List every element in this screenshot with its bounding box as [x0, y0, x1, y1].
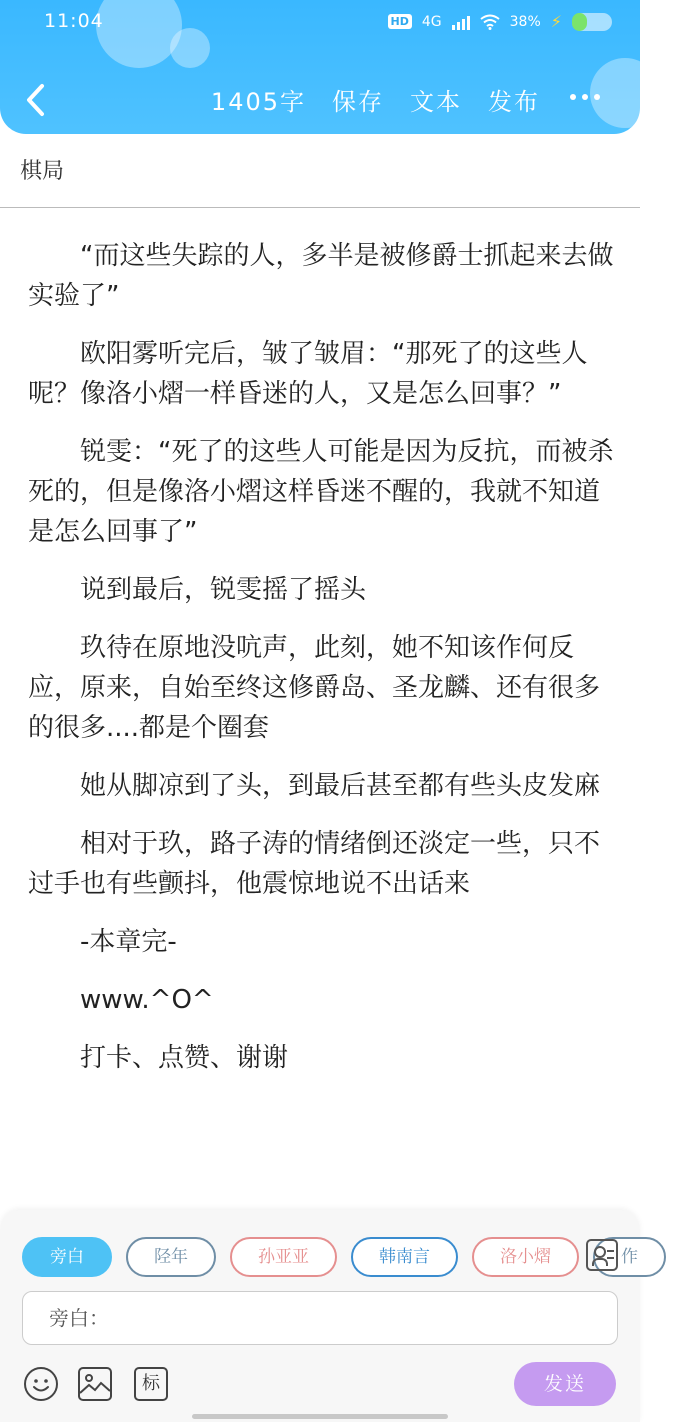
story-paragraph: “而这些失踪的人，多半是被修爵士抓起来去做实验了” — [28, 241, 614, 311]
text-button[interactable]: 文本 — [410, 88, 462, 116]
more-dots-icon — [570, 94, 576, 100]
story-paragraph: 打卡、点赞、谢谢 — [80, 1043, 289, 1073]
role-chip[interactable]: 韩南言 — [351, 1237, 458, 1277]
battery-level — [572, 13, 587, 31]
wifi-icon — [480, 14, 500, 30]
home-indicator[interactable] — [192, 1414, 448, 1419]
image-icon — [80, 1369, 110, 1399]
story-paragraph: 说到最后，锐雯摇了摇头 — [80, 575, 367, 605]
tag-button[interactable] — [134, 1367, 168, 1401]
back-arrow-icon — [20, 80, 56, 120]
role-list-icon-line — [607, 1250, 614, 1252]
charging-bolt-icon: ⚡ — [550, 12, 562, 31]
image-button[interactable] — [78, 1367, 112, 1401]
emoji-button[interactable] — [24, 1367, 58, 1401]
app-header — [0, 0, 640, 134]
send-button[interactable]: 发送 — [514, 1362, 616, 1406]
role-chip[interactable]: 作 — [593, 1237, 666, 1277]
more-button[interactable] — [570, 94, 600, 100]
save-button[interactable]: 保存 — [332, 88, 384, 116]
toolbar-actions — [211, 82, 540, 117]
more-dot — [582, 94, 588, 100]
status-time: 11:04 — [44, 10, 104, 32]
story-paragraph: www.^O^ — [80, 985, 214, 1015]
composer-panel — [0, 1210, 640, 1422]
network-type: 4G — [421, 13, 442, 30]
message-input-box[interactable] — [22, 1291, 618, 1345]
chapter-title: 棋局 — [20, 159, 65, 184]
message-input[interactable] — [23, 1292, 617, 1344]
publish-button[interactable]: 发布 — [488, 88, 540, 116]
role-chip[interactable]: 洛小熠 — [472, 1237, 579, 1277]
story-paragraph: 她从脚凉到了头，到最后甚至都有些头皮发麻 — [80, 771, 601, 801]
status-indicators — [388, 12, 612, 31]
role-list-button[interactable] — [586, 1239, 618, 1271]
hd-badge: HD — [388, 14, 412, 29]
status-bar — [0, 0, 640, 48]
tag-icon: 标 — [142, 1373, 160, 1394]
battery-icon — [572, 13, 612, 31]
role-chip[interactable]: 陉年 — [126, 1237, 216, 1277]
story-paragraph: 欧阳雾听完后，皱了皱眉：“那死了的这些人呢？像洛小熠一样昏迷的人，又是怎么回事？” — [28, 339, 588, 409]
role-chip[interactable]: 孙亚亚 — [230, 1237, 337, 1277]
story-paragraph: -本章完- — [80, 927, 177, 957]
role-list-icon-line — [607, 1257, 614, 1259]
more-dot — [594, 94, 600, 100]
nav-bar — [0, 70, 640, 130]
back-button[interactable] — [20, 80, 56, 120]
role-chip[interactable]: 旁白 — [22, 1237, 112, 1277]
role-list-icon — [594, 1246, 606, 1258]
story-content[interactable] — [28, 236, 618, 1198]
role-chip-list[interactable] — [22, 1237, 638, 1277]
role-list-icon-body — [592, 1258, 608, 1266]
word-count: 1405字 — [210, 88, 306, 116]
story-paragraph: 相对于玖，路子涛的情绪倒还淡定一些，只不过手也有些颤抖，他震惊地说不出话来 — [28, 829, 601, 899]
battery-percent: 38% — [509, 13, 541, 30]
signal-icon — [452, 14, 470, 30]
emoji-icon — [26, 1369, 56, 1399]
story-paragraph: 锐雯：“死了的这些人可能是因为反抗，而被杀死的，但是像洛小熠这样昏迷不醒的，我就不知道是怎么回事了” — [28, 437, 614, 547]
story-paragraph: 玖待在原地没吭声，此刻，她不知该作何反应，原来，自始至终这修爵岛、圣龙麟、还有很多的很多....都是个圈套 — [28, 633, 601, 743]
chapter-title-bar[interactable] — [0, 134, 640, 208]
